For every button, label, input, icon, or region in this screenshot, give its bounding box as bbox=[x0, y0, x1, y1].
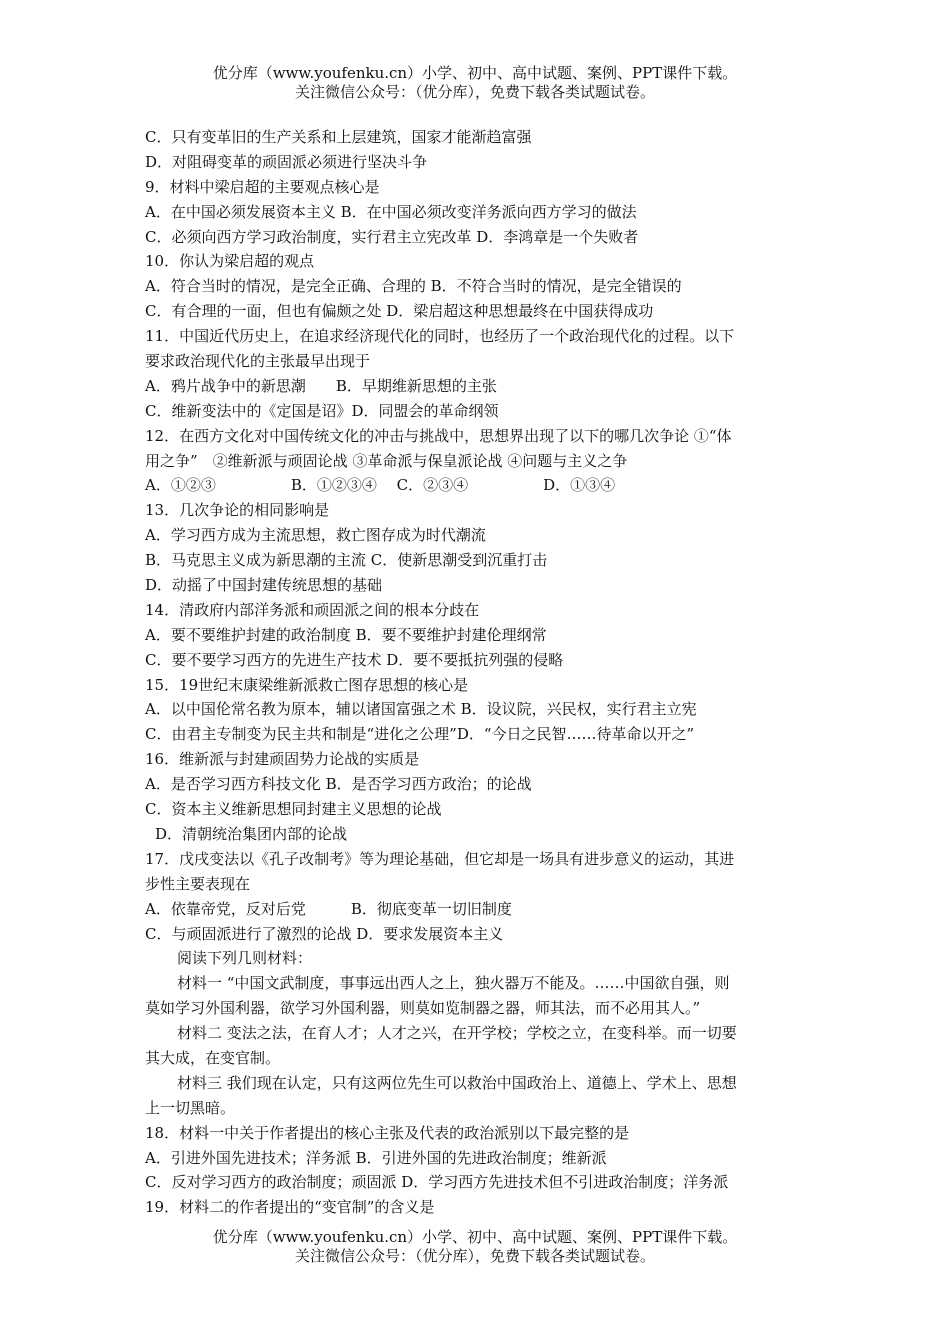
text-line: D．对阻碍变革的顽固派必须进行坚决斗争 bbox=[145, 152, 428, 171]
option-line: D．清朝统治集团内部的论战 bbox=[155, 824, 348, 843]
option-line: C．有合理的一面，但也有偏颇之处 D．梁启超这种思想最终在中国获得成功 bbox=[145, 302, 654, 321]
page-header bbox=[0, 64, 950, 102]
option-line: C．要不要学习西方的先进生产技术 D．要不要抵抗列强的侵略 bbox=[145, 650, 564, 669]
material-3-cont: 上一切黑暗。 bbox=[145, 1098, 236, 1117]
option-line: C．资本主义维新思想同封建主义思想的论战 bbox=[145, 800, 442, 819]
text-line: 用之争” ②维新派与顽固论战 ③革命派与保皇派论战 ④问题与主义之争 bbox=[145, 451, 628, 470]
question-9: 9．材料中梁启超的主要观点核心是 bbox=[145, 177, 380, 196]
page-footer bbox=[0, 1228, 950, 1266]
footer-line-2: 关注微信公众号：（优分库），免费下载各类试题试卷。 bbox=[294, 1247, 655, 1265]
option-line: A．以中国伦常名教为原本，辅以诸国富强之术 B．设议院，兴民权，实行君主立宪 bbox=[145, 700, 697, 719]
material-3: 材料三 我们现在认定，只有这两位先生可以救治中国政治上、道德上、学术上、思想 bbox=[177, 1073, 737, 1092]
option-line: C．必须向西方学习政治制度，实行君主立宪改革 D．李鸿章是一个失败者 bbox=[145, 227, 639, 246]
question-17: 17．戊戌变法以《孔子改制考》等为理论基础，但它却是一场具有进步意义的运动，其进 bbox=[145, 849, 735, 868]
option-line: A．依靠帝党，反对后党 B．彻底变革一切旧制度 bbox=[145, 899, 512, 918]
question-16: 16．维新派与封建顽固势力论战的实质是 bbox=[145, 750, 420, 769]
option-line: C．与顽固派进行了激烈的论战 D．要求发展资本主义 bbox=[145, 924, 504, 943]
material-2: 材料二 变法之法，在育人才；人才之兴，在开学校；学校之立，在变科举。而一切要 bbox=[177, 1024, 737, 1043]
option-line: C．反对学习西方的政治制度；顽固派 D．学习西方先进技术但不引进政治制度；洋务派 bbox=[145, 1173, 729, 1192]
option-line: A．学习西方成为主流思想，救亡图存成为时代潮流 bbox=[145, 526, 486, 545]
text-line: 步性主要表现在 bbox=[145, 874, 251, 893]
option-line: C．由君主专制变为民主共和制是“进化之公理”D．“今日之民智……待革命以开之” bbox=[145, 725, 695, 744]
material-1-cont: 莫如学习外国利器，欲学习外国利器，则莫如览制器之器，师其法，而不必用其人。” bbox=[145, 999, 701, 1018]
option-line: D．动摇了中国封建传统思想的基础 bbox=[145, 576, 383, 595]
document-body bbox=[145, 125, 815, 1220]
option-line: A．在中国必须发展资本主义 B．在中国必须改变洋务派向西方学习的做法 bbox=[145, 202, 637, 221]
header-line-1: 优分库（www.youfenku.cn）小学、初中、高中试题、案例、PPT课件下载。 bbox=[212, 64, 738, 82]
option-line: A．引进外国先进技术；洋务派 B．引进外国的先进政治制度；维新派 bbox=[145, 1148, 607, 1167]
text-line: C．只有变革旧的生产关系和上层建筑，国家才能渐趋富强 bbox=[145, 128, 532, 146]
question-15: 15．19世纪末康梁维新派救亡图存思想的核心是 bbox=[145, 675, 469, 694]
header-line-2: 关注微信公众号：（优分库），免费下载各类试题试卷。 bbox=[294, 83, 655, 101]
text-line: 要求政治现代化的主张最早出现于 bbox=[145, 352, 371, 371]
option-line: B．马克思主义成为新思潮的主流 C．使新思潮受到沉重打击 bbox=[145, 551, 548, 570]
option-line: A．要不要维护封建的政治制度 B．要不要维护封建伦理纲常 bbox=[145, 625, 547, 644]
question-12: 12．在西方文化对中国传统文化的冲击与挑战中，思想界出现了以下的哪几次争论 ①“体 bbox=[145, 426, 732, 445]
material-1: 材料一 “中国文武制度，事事远出西人之上，独火器万不能及。……中国欲自强，则 bbox=[177, 974, 730, 993]
question-10: 10．你认为梁启超的观点 bbox=[145, 252, 315, 271]
question-14: 14．清政府内部洋务派和顽固派之间的根本分歧在 bbox=[145, 600, 480, 619]
question-18: 18．材料一中关于作者提出的核心主张及代表的政治派别以下最完整的是 bbox=[145, 1123, 630, 1142]
option-line: A．符合当时的情况，是完全正确、合理的 B．不符合当时的情况，是完全错误的 bbox=[145, 277, 682, 296]
material-2-cont: 其大成，在变官制。 bbox=[145, 1048, 281, 1067]
question-13: 13．几次争论的相同影响是 bbox=[145, 501, 330, 520]
option-line: A．是否学习西方科技文化 B．是否学习西方政治；的论战 bbox=[145, 775, 532, 794]
question-11: 11．中国近代历史上，在追求经济现代化的同时，也经历了一个政治现代化的过程。以下 bbox=[145, 327, 735, 346]
reading-instruction: 阅读下列几则材料： bbox=[177, 949, 313, 968]
question-19: 19．材料二的作者提出的“变官制”的含义是 bbox=[145, 1198, 435, 1217]
option-line: A．鸦片战争中的新思潮 B．早期维新思想的主张 bbox=[145, 376, 497, 395]
option-line: A．①②③ B．①②③④ C．②③④ D．①③④ bbox=[145, 476, 616, 495]
footer-line-1: 优分库（www.youfenku.cn）小学、初中、高中试题、案例、PPT课件下载。 bbox=[212, 1228, 738, 1246]
option-line: C．维新变法中的《定国是诏》D．同盟会的革命纲领 bbox=[145, 401, 499, 420]
